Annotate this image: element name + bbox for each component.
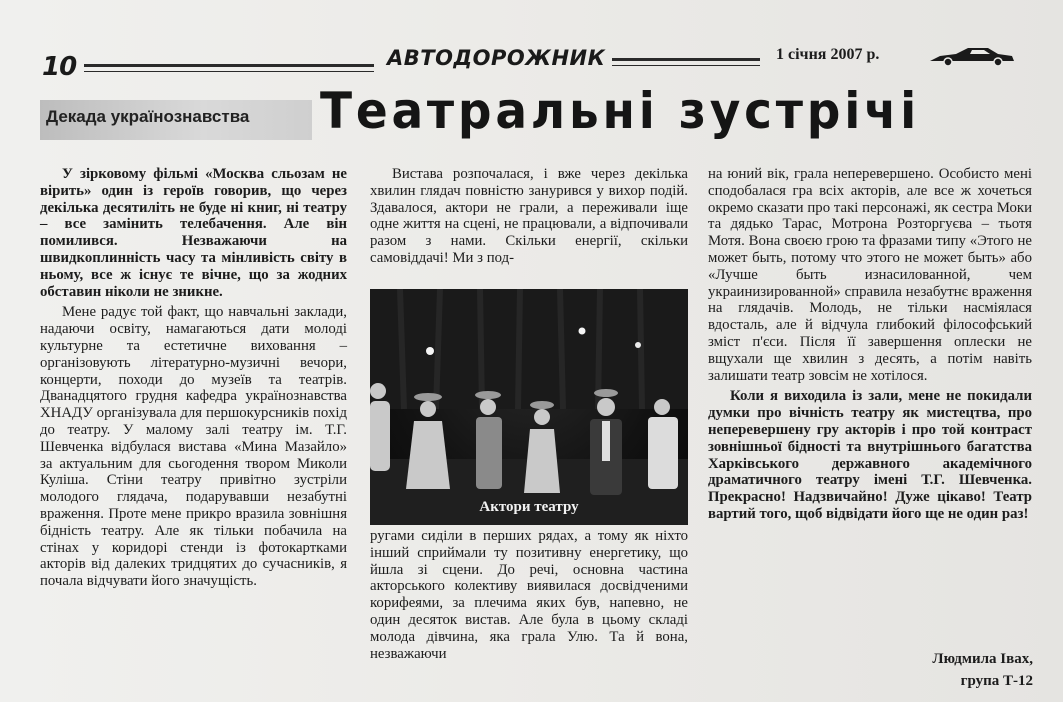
article-paragraph: на юний вік, грала неперевершено. Особисто мені сподобалася гра всіх акторів, але все ж хочеться окремо сказати про такі персонажі, як сестра Моки та дядько Тарас, Мотрона Розторгуєва – тьотя Мотя. Вона своєю грою та фразами типу «Этого не может быть, потому что этого не может быть» або «Лучше быть изнасилованной, чем украинизированной» справила незабутнє враження на глядачів. Молодь, не тільки насміялася вдосталь, але й відчула глибокий філософський зміст п'єси. Після її завершення оплески не вщухали ще хвилин з десять, а потім навіть залишати театр зовсім не хотілося.	[708, 166, 1032, 384]
article-conclusion: Коли я виходила із зали, мене не покидали думки про вічність театру як мистецтва, про неперевершену гру акторів і про той контраст зовнішньої бідності та внутрішнього багатства Харківського державного академічного драматичного театру імені Т.Г. Шевченка. Прекрасно! Надзвичайно! Дуже цікаво! Театр вартий того, щоб відвідати його ще не один раз!	[708, 388, 1032, 522]
stage-photo	[370, 289, 688, 525]
column-3	[708, 166, 1032, 523]
car-icon	[926, 44, 1018, 68]
photo-caption: Актори театру	[479, 499, 579, 515]
article-paragraph: Вистава розпочалася, і вже через декілька хвилин глядач повністю занурився у вихор подій. Здавалося, актори не грали, а переживали іще одне життя на сцені, не працювали, а відпочивали разом з нами. Скільки енергії, скільки самовіддачі! Ми з под-	[370, 166, 688, 266]
column-2-bottom	[370, 528, 688, 662]
article-paragraph: ругами сиділи в перших рядах, а тому як ніхто інший сприймали ту позитивну енергетику, що йшла зі сцени. До речі, основна частина акторського колективу виявилася досвідченими корифеями, за плечима яких був, напевно, не один десяток вистав. Але була в цьому складі молода дівчина, яка грала Улю. Та й вона, незважаючи	[370, 528, 688, 662]
masthead-rule-left	[84, 64, 374, 67]
column-1	[40, 166, 347, 590]
author-name: Людмила Івах,	[932, 651, 1033, 667]
section-label: Декада українознавства	[46, 107, 250, 126]
article-lead: У зірковому фільмі «Москва сльозам не вірить» один із героїв говорив, що через декілька десятиліть не буде ні книг, ні театру – все замінить телебачення. Але він помилився. Незважаючи на швидкоплинність часу та мінливість світу в ньому, все ж існує те вічне, що за жодних обставин ніколи не зникне.	[40, 166, 347, 300]
masthead-rule-left-thin	[84, 71, 374, 72]
masthead-rule-right-thin	[612, 65, 760, 66]
newspaper-title: АВТОДОРОЖНИК	[387, 46, 606, 70]
masthead-rule-right	[612, 58, 760, 61]
article-headline: Театральні зустрічі	[320, 82, 920, 140]
section-badge	[40, 100, 312, 140]
issue-date: 1 січня 2007 р.	[776, 46, 880, 63]
author-signature	[932, 648, 1033, 692]
actors-photo-illustration	[370, 289, 688, 525]
column-2-top	[370, 166, 688, 267]
page-number: 10	[42, 52, 77, 82]
article-paragraph: Мене радує той факт, що навчальні заклади, надаючи освіту, намагаються дати молоді культурне та естетичне виховання – організовують літературно-музичні вечори, концерти, походи до музеїв та театрів. Дванадцятого грудня кафедра українознавства ХНАДУ організувала для першокурсників похід до театру. У малому залі театру ім. Т.Г. Шевченка відбулася вистава «Мина Мазайло» за актуальним для сьогодення твором Миколи Куліша. Стіни театру привітно зустріли молодого глядача, подарувавши незабутні враження. Проте мене прикро вразила зовнішня бідність театру. Але як тільки побачила на стінах у коридорі стенди із фотокартками акторів від далеких тридцятих до сучасників, я почала відчувати його значущість.	[40, 304, 347, 590]
author-group: група Т-12	[960, 673, 1033, 689]
